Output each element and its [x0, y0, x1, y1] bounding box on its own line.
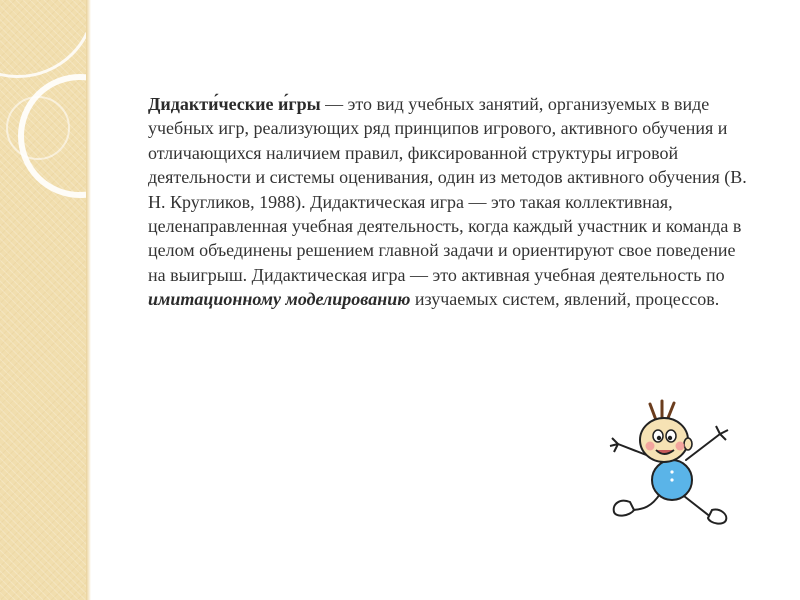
- band-edge-shadow: [86, 0, 91, 600]
- paragraph-text-end: изучаемых систем, явлений, процессов.: [410, 289, 720, 310]
- emphasis-bold-italic: имитационному моделированию: [148, 289, 411, 310]
- cartoon-jumping-boy-icon: [604, 398, 738, 530]
- decorative-left-band: [0, 0, 86, 600]
- paragraph-text: — это вид учебных занятий, организуемых в виде учебных игр, реализующих ряд принципов игрового, активного обучения и отличающихся наличием правил, фиксированной структуры игровой деятельности и системы оценивания, один из методов активного обучения (В. Н. Кругликов, 1988). Дидактическая игра — это такая коллективная, целенаправленная учебная деятельность, когда каждый участник и команда в целом объединены решением главной задачи и ориентируют свое поведение на выигрыш. Дидактическая игра — это активная учебная деятельность по: [148, 94, 747, 285]
- definition-paragraph: [148, 92, 748, 312]
- decorative-ring: [6, 96, 70, 160]
- term-bold: Дидакти́ческие и́гры: [148, 94, 321, 114]
- decorative-ring: [0, 0, 86, 78]
- definition-text-block: [148, 92, 748, 312]
